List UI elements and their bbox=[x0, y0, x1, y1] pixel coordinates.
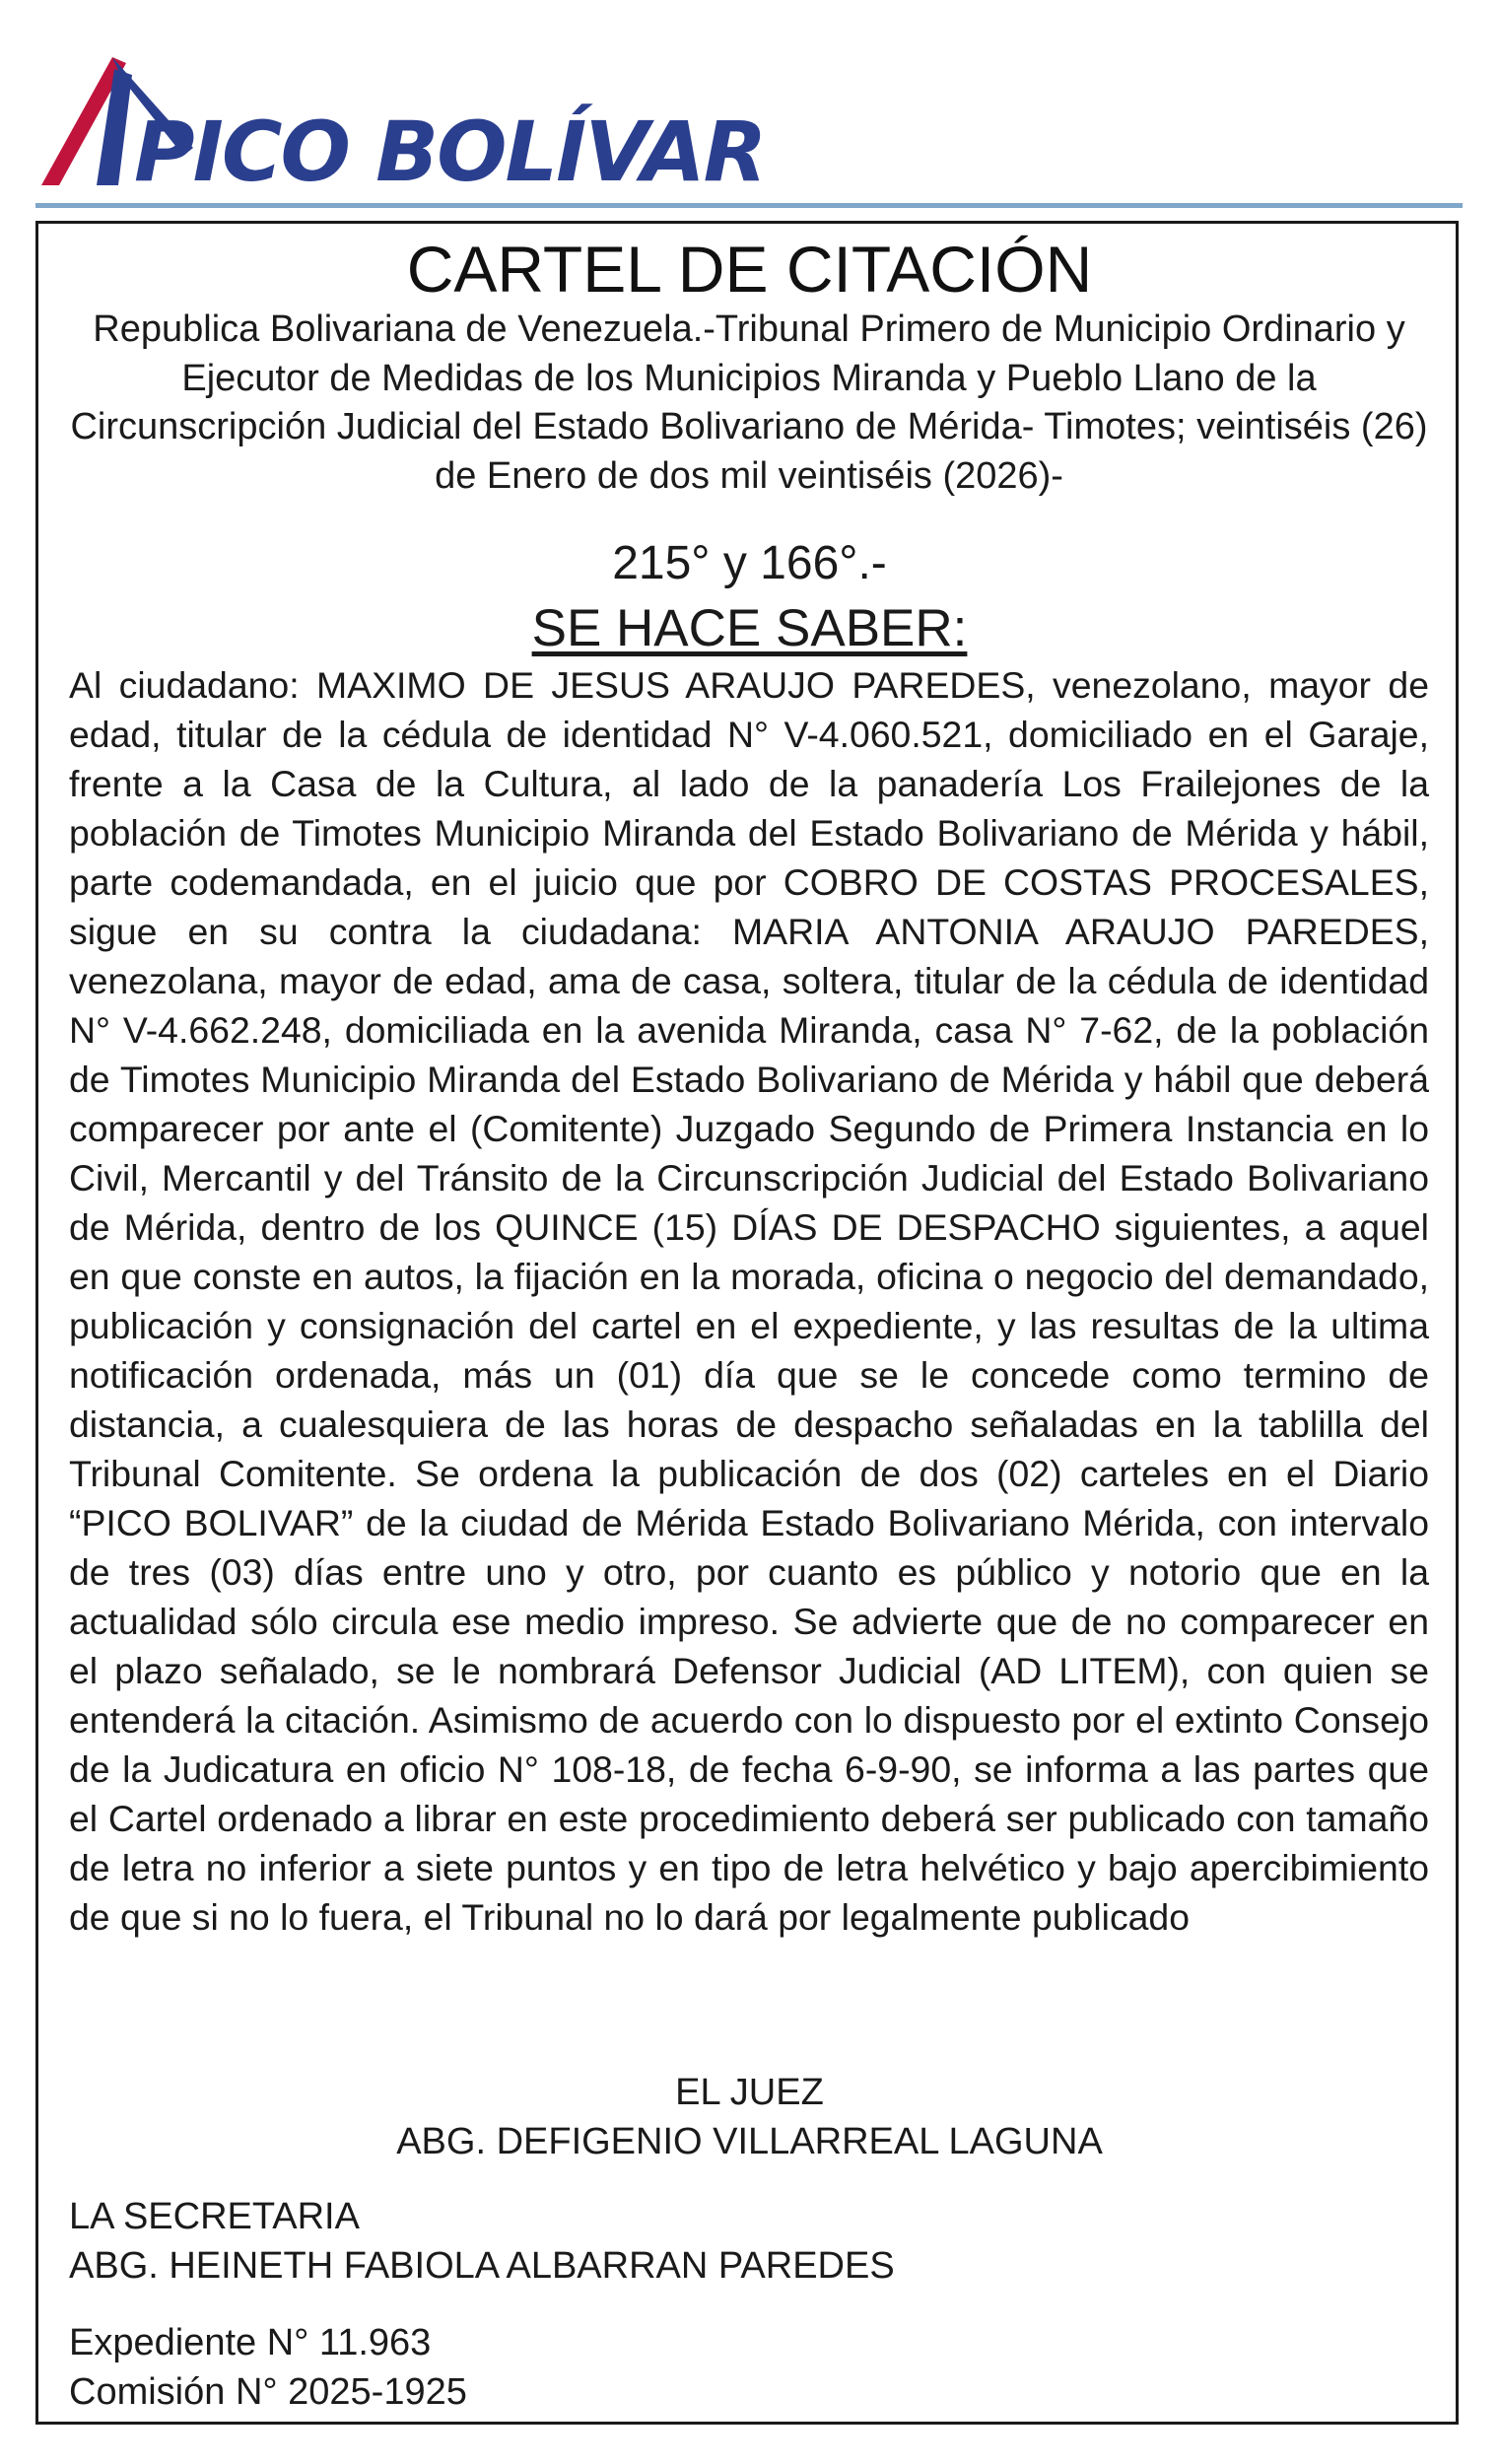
case-reference-block bbox=[69, 2318, 467, 2417]
court-intro: Republica Bolivariana de Venezuela.-Tribunal Primero de Municipio Ordinario y Ejecutor de Medidas de los Municipios Miranda y Pueblo Llano de la Circunscripción Judicial del Estado Bolivariano de Mérida- Timotes; veintiséis (26) de Enero de dos mil veintiséis (2026)- bbox=[70, 308, 1428, 497]
judge-signature-block bbox=[0, 2068, 1499, 2166]
logo bbox=[35, 39, 766, 200]
secretary-name: ABG. HEINETH FABIOLA ALBARRAN PAREDES bbox=[69, 2245, 895, 2287]
notice-title: CARTEL DE CITACIÓN bbox=[406, 233, 1093, 306]
secretary-role: LA SECRETARIA bbox=[69, 2196, 360, 2237]
notice-heading: SE HACE SABER: bbox=[531, 599, 968, 657]
header-divider bbox=[35, 203, 1463, 208]
commission-number: Comisión N° 2025-1925 bbox=[69, 2371, 467, 2413]
logo-wordmark: PICO BOLÍVAR bbox=[134, 103, 766, 200]
judge-role: EL JUEZ bbox=[675, 2072, 824, 2113]
secretary-signature-block bbox=[69, 2192, 895, 2291]
case-file-number: Expediente N° 11.963 bbox=[69, 2322, 432, 2363]
independence-federation-years: 215° y 166°.- bbox=[612, 537, 887, 589]
notice-body: Al ciudadano: MAXIMO DE JESUS ARAUJO PAREDES, venezolano, mayor de edad, titular de la cédula de identidad N° V-4.060.521, domiciliado en el Garaje, frente a la Casa de la Cultura, al lado de la panadería Los Frailejones de la población de Timotes Municipio Miranda del Estado Bolivariano de Mérida y hábil, parte codemandada, en el juicio que por COBRO DE COSTAS PROCESALES, sigue en su contra la ciudadana: MARIA ANTONIA ARAUJO PAREDES, venezolana, mayor de edad, ama de casa, soltera, titular de la cédula de identidad N° V-4.662.248, domiciliada en la avenida Miranda, casa N° 7-62, de la población de Timotes Municipio Miranda del Estado Bolivariano de Mérida y hábil que deberá comparecer por ante el (Comitente) Juzgado Segundo de Primera Instancia en lo Civil, Mercantil y del Tránsito de la Circunscripción Judicial del Estado Bolivariano de Mérida, dentro de los QUINCE (15) DÍAS DE DESPACHO siguientes, a aquel en que conste en autos, la fijación en la morada, oficina o negocio del demandado, publicación y consignación del cartel en el expediente, y las resultas de la ultima notificación ordenada, más un (01) día que se le concede como termino de distancia, a cualesquiera de las horas de despacho señaladas en la tablilla del Tribunal Comitente. Se ordena la publicación de dos (02) carteles en el Diario “PICO BOLIVAR” de la ciudad de Mérida Estado Bolivariano Mérida, con intervalo de tres (03) días entre uno y otro, por cuanto es público y notorio que en la actualidad sólo circula ese medio impreso. Se advierte que de no comparecer en el plazo señalado, se le nombrará Defensor Judicial (AD LITEM), con quien se entenderá la citación. Asimismo de acuerdo con lo dispuesto por el extinto Consejo de la Judicatura en oficio N° 108-18, de fecha 6-9-90, se informa a las partes que el Cartel ordenado a librar en este procedimiento deberá ser publicado con tamaño de letra no inferior a siete puntos y en tipo de letra helvético y bajo apercibimiento de que si no lo fuera, el Tribunal no lo dará por legalmente publicado bbox=[69, 664, 1429, 1938]
judge-name: ABG. DEFIGENIO VILLARREAL LAGUNA bbox=[396, 2121, 1103, 2162]
